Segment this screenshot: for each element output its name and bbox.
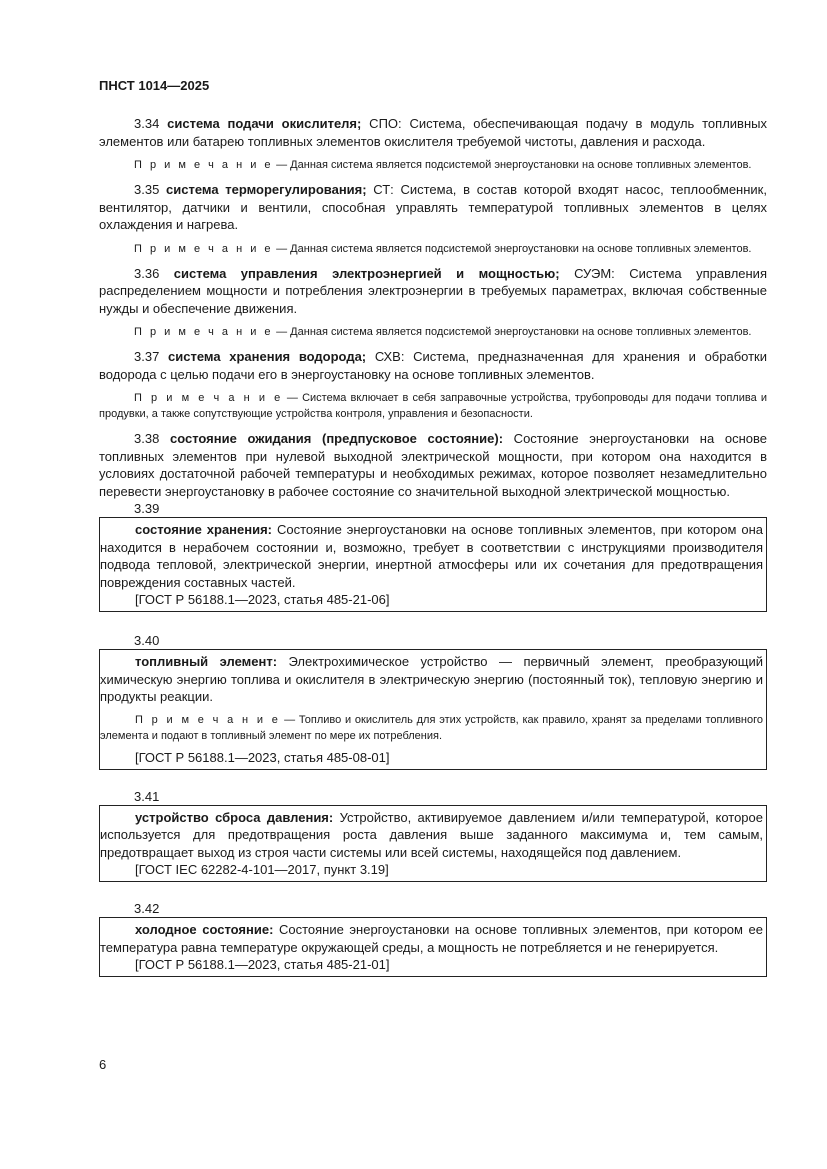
source-reference: [ГОСТ Р 56188.1—2023, статья 485-08-01] xyxy=(135,749,390,765)
definition: состояние хранения: Состояние энергоустановки на основе топливных элементов, при котором она находится в нерабочем состоянии и, возможно, требует в соответствии с инструкциями производителя подвода тепловой, электрической энергии, инертной атмосферы или их сочетания для предотвращения повреждения составных частей. xyxy=(100,522,764,590)
document-body xyxy=(99,115,767,977)
source-reference: [ГОСТ Р 56188.1—2023, статья 485-21-01] xyxy=(135,957,390,972)
entry-3-35: 3.35 система терморегулирования; СТ: Система, в состав которой входят насос, теплообменник, вентилятор, датчики и вентили, способная управлять температурой топливных элементов в целях охлаждения и нагрева. xyxy=(99,182,767,232)
boxed-entry-3-42 xyxy=(99,917,767,977)
entry-3-37: 3.37 система хранения водорода; СХВ: Система, предназначенная для хранения и обработки водорода с целью подачи его в энергоустановку на основе топливных элементов. xyxy=(99,349,768,382)
term: холодное состояние: xyxy=(135,922,274,937)
note: П р и м е ч а н и е — Данная система является подсистемой энергоустановки на основе топливных элементов. xyxy=(134,326,752,338)
note: П р и м е ч а н и е — Данная система является подсистемой энергоустановки на основе топливных элементов. xyxy=(134,242,752,255)
boxed-entry-3-40 xyxy=(99,649,767,770)
term: состояние ожидания (предпусковое состояние): xyxy=(169,431,504,446)
definition: холодное состояние: Состояние энергоустановки на основе топливных элементов, при котором ее температура равна температуре окружающей среды, а мощность не потребляется и не генерируется. xyxy=(100,922,763,955)
source-reference: [ГОСТ Р 56188.1—2023, статья 485-21-06] xyxy=(135,592,390,607)
boxed-entry-3-41 xyxy=(99,805,767,883)
term: система подачи окислителя; xyxy=(167,116,362,131)
entry-3-36: 3.36 система управления электроэнергией и мощностью; СУЭМ: Система управления распределением мощности и потребления электроэнергии в требуемых параметрах, включая собственные нужды и обеспечение движения. xyxy=(99,265,767,316)
term: топливный элемент: xyxy=(135,654,278,669)
entry-number: 3.41 xyxy=(134,788,160,804)
note: П р и м е ч а н и е — Топливо и окислитель для этих устройств, как правило, хранят за пределами топливного элемента и подают в топливный элемент по мере их потребления. xyxy=(100,713,763,742)
term: система терморегулирования; xyxy=(166,182,367,197)
page-number: 6 xyxy=(99,1057,107,1072)
entry-number: 3.40 xyxy=(134,633,160,648)
entry-3-38: 3.38 состояние ожидания (предпусковое состояние): Состояние энергоустановки на основе топливных элементов при нулевой выходной электрической мощности, при котором она находится в условиях достаточной рабочей температуры и необходимых режимах, которое позволяет незамедлительно перевести энергоустановку в рабочее состояние со значительной выходной электрической мощностью. xyxy=(99,431,767,499)
document-header: ПНСТ 1014—2025 xyxy=(99,78,210,93)
term: устройство сброса давления: xyxy=(135,809,334,825)
note: П р и м е ч а н и е — Данная система является подсистемой энергоустановки на основе топливных элементов. xyxy=(134,159,752,171)
boxed-entry-3-39 xyxy=(99,517,767,612)
term: система управления электроэнергией и мощностью; xyxy=(173,265,560,281)
entry-number: 3.42 xyxy=(134,901,160,916)
note: П р и м е ч а н и е — Система включает в себя заправочные устройства, трубопроводы для подачи топлива и продувки, а также сопутствующие устройства контроля, управления и безопасности. xyxy=(99,392,767,420)
definition: устройство сброса давления: Устройство, активируемое давлением и/или температурой, которое используется для предотвращения роста давления выше заданного максимума и, тем самым, предотвращает выход из строя части системы или всей системы, находящейся под давлением. xyxy=(100,809,763,860)
term: состояние хранения: xyxy=(135,522,273,537)
entry-number: 3.39 xyxy=(134,501,160,516)
entry-3-34: 3.34 система подачи окислителя; СПО: Система, обеспечивающая подачу в модуль топливных элементов или батарею топливных элементов окислителя требуемой чистоты, давления и расхода. xyxy=(99,116,767,149)
definition: топливный элемент: Электрохимическое устройство — первичный элемент, преобразующий химическую энергию топлива и окислителя в электрическую энергию (постоянный ток), тепловую энергию и продукты реакции. xyxy=(100,654,764,704)
source-reference: [ГОСТ IEC 62282-4-101—2017, пункт 3.19] xyxy=(135,862,389,877)
term: система хранения водорода; xyxy=(168,349,367,364)
